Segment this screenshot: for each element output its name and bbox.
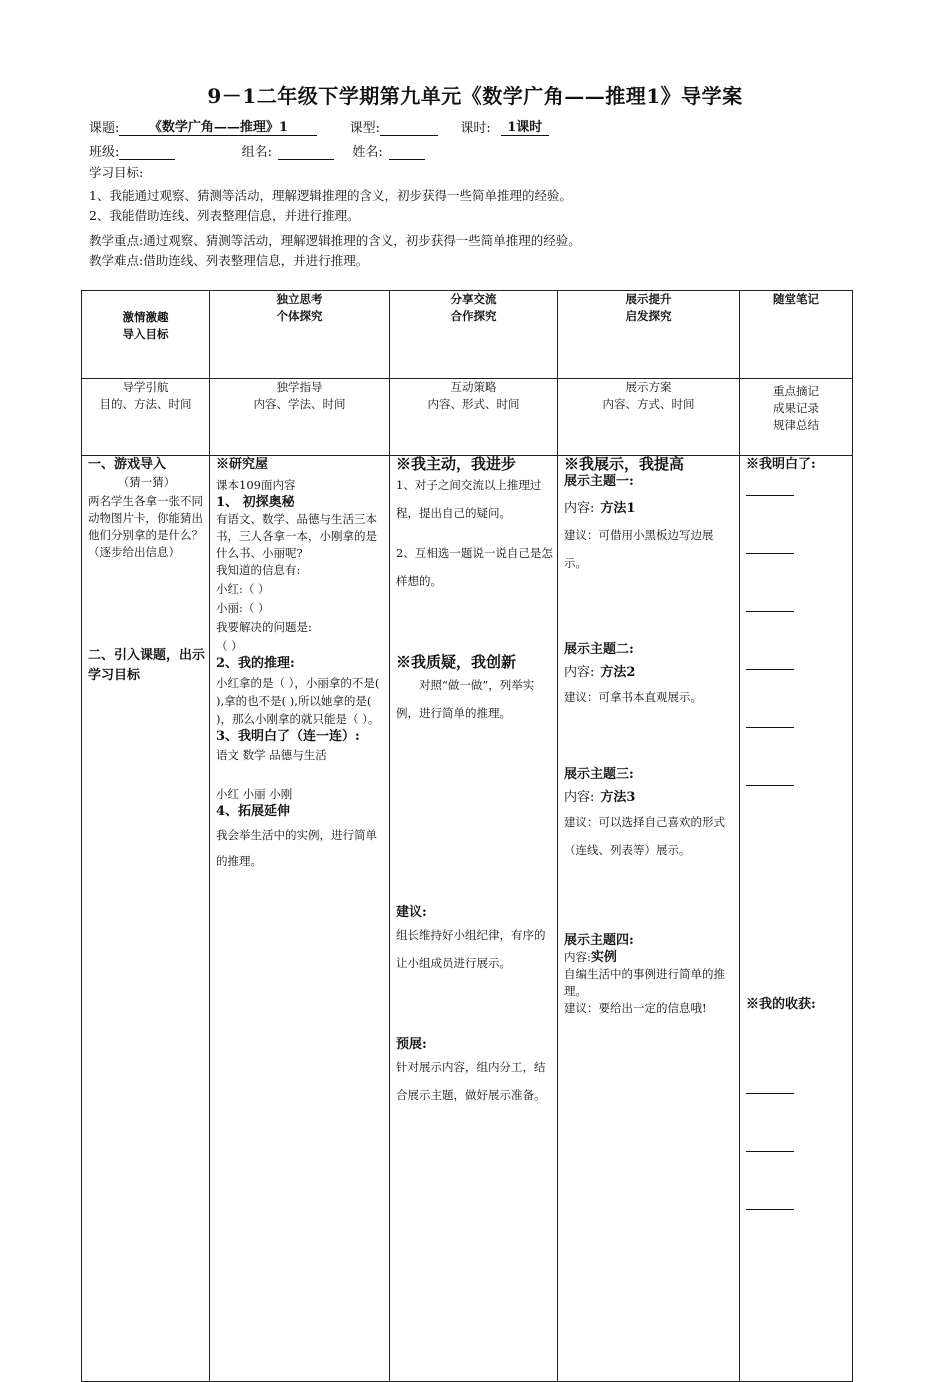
content-col-3 bbox=[390, 456, 558, 1382]
note-line[interactable] bbox=[746, 610, 794, 612]
subheader-col-2: 独学指导 内容、学法、时间 bbox=[210, 379, 390, 456]
note-line[interactable] bbox=[746, 552, 794, 554]
question-heading: ※我质疑，我创新 bbox=[396, 653, 517, 671]
subheader-col-4: 展示方案 内容、方式、时间 bbox=[558, 379, 740, 456]
group-field[interactable] bbox=[278, 144, 334, 160]
objective-1: 1、我能通过观察、猜测等活动，理解逻辑推理的含义，初步获得一些简单推理的经验。 bbox=[89, 188, 572, 203]
theme-4-content: 内容:实例 bbox=[564, 950, 617, 965]
type-value[interactable] bbox=[380, 120, 438, 136]
research-heading: ※研究屋 bbox=[216, 457, 269, 472]
name-label: 姓名: bbox=[352, 145, 383, 160]
name-field[interactable] bbox=[389, 144, 425, 160]
game-intro-text: 两名学生各拿一张不同动物图片卡，你能猜出他们分别拿的是什么？（逐步给出信息） bbox=[88, 494, 203, 559]
class-label: 班级: bbox=[89, 145, 120, 160]
header-col-1: 激情激趣 导入目标 bbox=[82, 291, 210, 379]
objective-2: 2、我能借助连线、列表整理信息，并进行推理。 bbox=[89, 208, 360, 223]
reasoning-title: 2、我的推理: bbox=[216, 656, 295, 671]
harvest-heading: ※我的收获: bbox=[746, 997, 816, 1012]
connect-title: 3、我明白了（连一连）: bbox=[216, 729, 360, 744]
subheader-col-5: 重点摘记 成果记录 规律总结 bbox=[740, 379, 853, 456]
understood-heading: ※我明白了: bbox=[746, 457, 816, 472]
theme-2-suggestion: 建议：可拿书本直观展示。 bbox=[564, 690, 702, 704]
exchange-text-2: 2、互相选一题说一说自己是怎样想的。 bbox=[396, 546, 553, 588]
suggestion-text: 组长维持好小组纪律，有序的让小组成员进行展示。 bbox=[396, 928, 546, 970]
extend-text: 我会举生活中的实例，进行简单的推理。 bbox=[216, 828, 377, 868]
note-line[interactable] bbox=[746, 784, 794, 786]
preview-title: 预展: bbox=[396, 1037, 427, 1052]
content-col-5 bbox=[740, 456, 853, 1382]
type-label: 课型: bbox=[349, 121, 381, 136]
game-intro-title: 一、游戏导入 bbox=[88, 457, 167, 472]
theme-3-title: 展示主题三: bbox=[564, 767, 634, 782]
theme-4-title: 展示主题四: bbox=[564, 933, 634, 948]
theme-2-title: 展示主题二: bbox=[564, 642, 634, 657]
header-col-4: 展示提升 启发探究 bbox=[558, 291, 740, 379]
suggestion-title: 建议: bbox=[396, 905, 427, 920]
game-intro-sub: （猜一猜） bbox=[117, 475, 176, 489]
hours-value[interactable]: 1课时 bbox=[501, 116, 549, 136]
xiaoli-info: 小丽:（ ） bbox=[216, 601, 270, 615]
theme-4-suggestion: 建议：要给出一定的信息哦! bbox=[564, 1001, 707, 1015]
theme-3-content: 内容: 方法3 bbox=[564, 790, 636, 805]
objectives-heading: 学习目标: bbox=[89, 165, 144, 180]
meta-row-2 bbox=[89, 141, 425, 160]
problem-label: 我要解决的问题是: bbox=[216, 620, 312, 634]
header-col-2: 独立思考 个体探究 bbox=[210, 291, 390, 379]
content-row bbox=[82, 456, 853, 1382]
subheader-row bbox=[82, 379, 853, 456]
textbook-source: 课本109面内容 bbox=[216, 478, 296, 492]
harvest-line[interactable] bbox=[746, 1208, 794, 1210]
explore-title: 1、 初探奥秘 bbox=[216, 495, 295, 510]
class-field[interactable] bbox=[119, 144, 175, 160]
xiaohong-info: 小红:（ ） bbox=[216, 582, 270, 596]
objectives bbox=[89, 163, 581, 271]
note-line[interactable] bbox=[746, 494, 794, 496]
group-label: 组名: bbox=[241, 145, 273, 160]
meta-row-1 bbox=[89, 116, 549, 136]
subheader-col-1: 导学引航 目的、方法、时间 bbox=[82, 379, 210, 456]
preview-text: 针对展示内容，组内分工，结合展示主题，做好展示准备。 bbox=[396, 1060, 546, 1102]
content-col-4 bbox=[558, 456, 740, 1382]
theme-3-suggestion: 建议：可以选择自己喜欢的形式（连线、列表等）展示。 bbox=[564, 815, 725, 857]
names-row: 小红 小丽 小刚 bbox=[216, 787, 293, 801]
header-col-5: 随堂笔记 bbox=[740, 291, 853, 379]
content-col-1 bbox=[82, 456, 210, 1382]
known-info-label: 我知道的信息有: bbox=[216, 563, 301, 577]
note-line[interactable] bbox=[746, 726, 794, 728]
harvest-line[interactable] bbox=[746, 1092, 794, 1094]
theme-1-title: 展示主题一: bbox=[564, 474, 634, 489]
extend-title: 4、拓展延伸 bbox=[216, 804, 291, 819]
topic-label: 课题: bbox=[89, 121, 120, 136]
subjects-row: 语文 数学 品德与生活 bbox=[216, 748, 327, 762]
question-text: 对照“做一做”，列举实例，进行简单的推理。 bbox=[396, 678, 535, 720]
topic-value[interactable]: 《数学广角——推理》1 bbox=[119, 116, 317, 136]
theme-4-text: 自编生活中的事例进行简单的推理。 bbox=[564, 967, 725, 998]
intro-topic-title: 二、引入课题，出示学习目标 bbox=[88, 648, 206, 683]
reasoning-text: 小红拿的是（ ），小丽拿的不是( ),拿的也不是( ),所以她拿的是( )，那么小刚拿的就只能是（ ）。 bbox=[216, 676, 380, 726]
theme-1-content: 内容: 方法1 bbox=[564, 501, 636, 516]
theme-2-content: 内容: 方法2 bbox=[564, 665, 636, 680]
lesson-table bbox=[81, 290, 853, 1382]
problem-blank: （ ） bbox=[216, 639, 243, 653]
active-heading: ※我主动，我进步 bbox=[396, 455, 517, 473]
explore-text: 有语文、数学、品德与生活三本书，三人各拿一本，小刚拿的是什么书、小丽呢? bbox=[216, 512, 377, 560]
showcase-heading: ※我展示，我提高 bbox=[564, 455, 685, 473]
difficult-point: 教学难点:借助连线、列表整理信息，并进行推理。 bbox=[89, 253, 369, 268]
header-row bbox=[82, 291, 853, 379]
harvest-line[interactable] bbox=[746, 1150, 794, 1152]
content-col-2 bbox=[210, 456, 390, 1382]
note-line[interactable] bbox=[746, 668, 794, 670]
header-col-3: 分享交流 合作探究 bbox=[390, 291, 558, 379]
subheader-col-3: 互动策略 内容、形式、时间 bbox=[390, 379, 558, 456]
page-title: 9－1二年级下学期第九单元《数学广角——推理1》导学案 bbox=[207, 84, 743, 108]
exchange-text-1: 1、对子之间交流以上推理过程，提出自己的疑问。 bbox=[396, 478, 542, 520]
hours-label: 课时: bbox=[460, 121, 491, 136]
theme-1-suggestion: 建议：可借用小黑板边写边展示。 bbox=[564, 528, 714, 570]
key-point: 教学重点:通过观察、猜测等活动，理解逻辑推理的含义，初步获得一些简单推理的经验。 bbox=[89, 233, 581, 248]
